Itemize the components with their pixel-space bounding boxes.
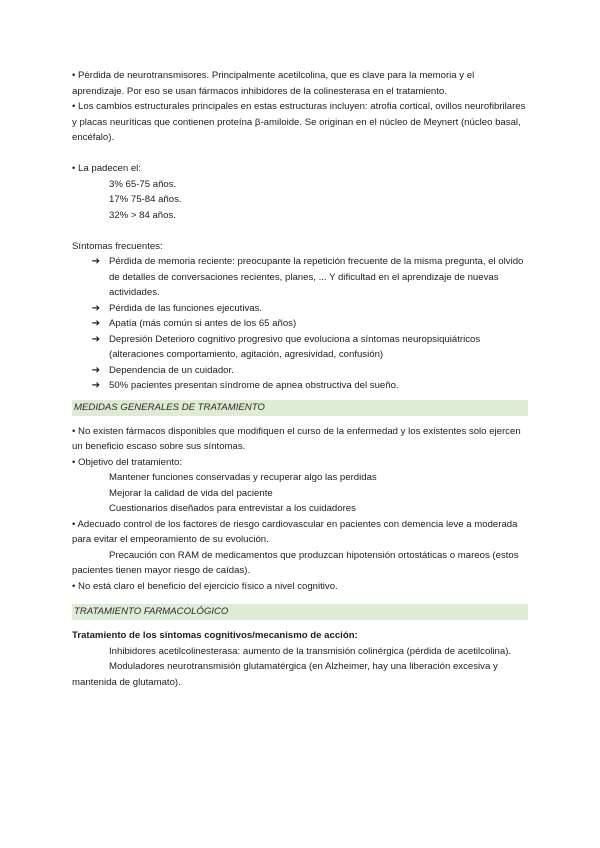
symptom-text: Depresión Deterioro cognitivo progresivo que evoluciona a síntomas neuropsiquiátricos (alteraciones comportamiento, agitación, agresividad, confusión): [109, 333, 481, 360]
prevalence-item: 17% 75-84 años.: [109, 194, 182, 205]
prevalence-item: 3% 65-75 años.: [109, 178, 177, 190]
general-measures-paragraph: • No existen fármacos disponibles que modifiquen el curso de la enfermedad y los existentes solo ejercen un beneficio escaso sobre sus síntomas.: [72, 425, 521, 452]
symptom-text: Dependencia de un cuidador.: [109, 364, 234, 376]
section-heading-general-measures: MEDIDAS GENERALES DE TRATAMIENTO: [72, 400, 528, 416]
spacer: [72, 223, 528, 239]
symptom-text: Pérdida de memoria reciente: preocupante la repetición frecuente de la misma pregunta, el olvido de detalles de conversaciones recientes, planes, ... Y dificultad en el aprendizaje de nuevas actividades.: [109, 256, 524, 298]
symptom-item: [72, 378, 528, 394]
document-page: [72, 68, 528, 690]
cognitive-treatment-subheading: Tratamiento de los síntomas cognitivos/mecanismo de acción:: [72, 630, 358, 641]
symptom-item: [72, 363, 528, 379]
symptom-item: [72, 254, 528, 301]
arrow-icon: ➔: [91, 256, 101, 267]
symptom-item: [72, 332, 528, 363]
objective-item: Mantener funciones conservadas y recuperar algo las perdidas: [109, 472, 377, 483]
glutamate-modulators-paragraph: Moduladores neurotransmisión glutamatérgica (en Alzheimer, hay una liberación excesiva y mantenida de glutamato).: [72, 661, 498, 688]
objective-item: Mejorar la calidad de vida del paciente: [109, 487, 273, 499]
symptoms-heading: Síntomas frecuentes:: [72, 240, 163, 252]
spacer: [72, 146, 528, 162]
symptoms-list: [72, 254, 528, 394]
arrow-icon: ➔: [91, 364, 101, 376]
symptom-text: 50% pacientes presentan síndrome de apnea obstructiva del sueño.: [109, 380, 399, 391]
objective-item: Cuestionarios diseñados para entrevistar a los cuidadores: [109, 503, 356, 514]
symptom-text: Pérdida de las funciones ejecutivas.: [109, 302, 263, 314]
cardiovascular-paragraph: • Adecuado control de los factores de riesgo cardiovascular en pacientes con demencia leve a moderada para evitar el empeoramiento de su evolución.: [72, 518, 518, 545]
symptom-item: [72, 316, 528, 332]
section-heading-pharmacological: TRATAMIENTO FARMACOLÓGICO: [72, 604, 528, 620]
intro-paragraph-structural-changes: • Los cambios estructurales principales en estas estructuras incluyen: atrofia cortical, ovillos neurofibrilares y placas neuríticas que contienen proteína β-amiloide. Se originan en el núcleo de Meynert (núcleo basal, encéfalo).: [72, 101, 526, 143]
arrow-icon: ➔: [91, 302, 101, 314]
exercise-paragraph: • No está claro el beneficio del ejercicio físico a nivel cognitivo.: [72, 580, 338, 592]
ache-inhibitors-paragraph: Inhibidores acetilcolinesterasa: aumento de la transmisión colinérgica (pérdida de acetilcolina).: [109, 645, 512, 657]
arrow-icon: ➔: [91, 380, 101, 391]
intro-paragraph-neurotransmitters: • Pérdida de neurotransmisores. Principalmente acetilcolina, que es clave para la memoria y el aprendizaje. Por eso se usan fármacos inhibidores de la colinesterasa en el tratamiento.: [72, 70, 475, 97]
prevalence-item: 32% > 84 años.: [109, 209, 176, 221]
treatment-objective-heading: • Objetivo del tratamiento:: [72, 456, 183, 468]
symptom-text: Apatía (más común si antes de los 65 años): [109, 318, 297, 329]
arrow-icon: ➔: [91, 333, 101, 345]
ram-precaution-paragraph: Precaución con RAM de medicamentos que produzcan hipotensión ortostáticas o mareos (estos pacientes tienen mayor riesgo de caídas).: [72, 549, 519, 576]
symptom-item: [72, 301, 528, 317]
arrow-icon: ➔: [91, 318, 101, 329]
prevalence-heading: • La padecen el:: [72, 163, 141, 174]
